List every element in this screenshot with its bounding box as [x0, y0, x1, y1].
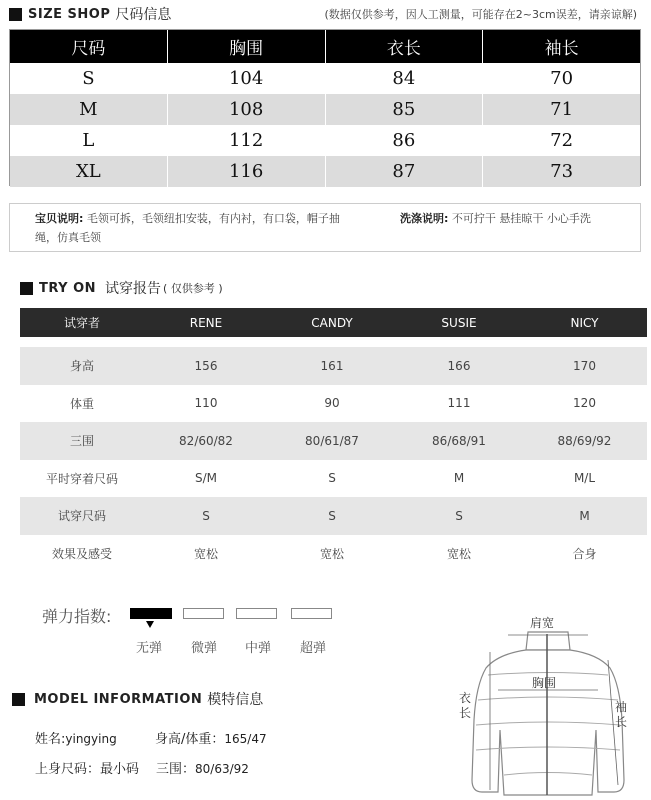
size-cell: 116: [167, 156, 325, 187]
model-measure-label: 三围：: [156, 762, 196, 777]
wash-label: 洗涤说明:: [400, 212, 449, 225]
heading-square-icon: [9, 8, 22, 21]
tryon-cell: 身高: [69, 359, 94, 374]
tryon-table-header: [20, 308, 647, 337]
tryon-cell: 三围: [69, 434, 94, 449]
tryon-header-cell: 试穿者: [63, 316, 100, 330]
tryon-cell: M/L: [573, 471, 596, 486]
tryon-cell: S: [328, 508, 336, 523]
size-cell: S: [82, 68, 95, 89]
size-note: (数据仅供参考，因人工测量，可能存在2~3cm误差，请亲谅解): [324, 8, 637, 21]
product-text-1: 毛领可拆，毛领纽扣安装，有内衬，有口袋，帽子抽: [86, 212, 340, 225]
size-title-en: SIZE SHOP: [28, 6, 111, 22]
tryon-cell: 试穿尺码: [57, 509, 106, 524]
model-size-value: 最小码: [100, 762, 140, 777]
tryon-cell: M: [453, 471, 465, 486]
tryon-cell: S: [202, 508, 210, 523]
model-section-heading: [12, 689, 263, 709]
model-title-cn: 模特信息: [207, 692, 264, 708]
tryon-section-heading: [20, 278, 223, 298]
tryon-cell: 宽松: [193, 546, 218, 561]
product-text-2: 绳，仿真毛领: [35, 231, 101, 244]
model-name-line: [35, 728, 117, 747]
size-cell: 70: [482, 63, 640, 94]
tryon-cell: 156: [194, 358, 218, 373]
tryon-cell: 88/69/92: [557, 433, 612, 448]
diagram-shoulder-label: 肩宽: [530, 616, 555, 630]
table-row: [10, 156, 640, 187]
tryon-cell: 111: [447, 396, 471, 411]
model-size-line: [35, 758, 139, 777]
tryon-cell: S: [328, 471, 336, 486]
heading-square-icon: [20, 282, 33, 295]
size-section-heading: [9, 4, 171, 24]
table-row: [20, 385, 647, 423]
tryon-spacer: [20, 337, 647, 347]
size-header-cell: 胸围: [167, 30, 325, 63]
size-cell: 86: [325, 125, 483, 156]
tryon-cell: 110: [194, 396, 218, 411]
model-height-weight-value: 165/47: [224, 732, 267, 746]
diagram-length-label: 衣长: [459, 691, 472, 720]
size-cell: 108: [167, 94, 325, 125]
tryon-cell: 86/68/91: [432, 433, 486, 448]
size-header-cell: 袖长: [482, 30, 640, 63]
model-height-weight-label: 身高/体重：: [155, 732, 225, 747]
size-table: [9, 29, 641, 186]
elasticity-level: 无弹: [136, 641, 163, 656]
tryon-cell: 170: [573, 358, 596, 373]
tryon-cell: 平时穿着尺码: [45, 471, 118, 486]
tryon-cell: 体重: [69, 396, 94, 411]
elasticity-level: 中弹: [245, 641, 272, 656]
model-height-weight-line: [155, 728, 267, 747]
tryon-header-cell: NICY: [570, 315, 599, 330]
tryon-title-en: TRY ON: [39, 280, 97, 296]
elasticity-level: 超弹: [300, 641, 327, 656]
diagram-chest-label: 胸围: [532, 676, 557, 690]
tryon-cell: 宽松: [446, 546, 471, 561]
elasticity-bar: [236, 608, 277, 619]
heading-square-icon: [12, 693, 25, 706]
model-name-label: 姓名:: [35, 732, 66, 747]
description-box: [9, 203, 641, 252]
size-cell: 112: [167, 125, 325, 156]
table-row: [20, 535, 647, 573]
tryon-cell: 82/60/82: [179, 433, 233, 448]
model-name-value: yingying: [65, 732, 117, 746]
tryon-cell: M: [579, 508, 590, 523]
size-cell: 71: [482, 94, 640, 125]
tryon-header-cell: SUSIE: [441, 315, 477, 330]
elasticity-level: 微弹: [191, 641, 218, 656]
diagram-sleeve-label: 袖长: [615, 700, 628, 729]
tryon-cell: 120: [573, 396, 596, 411]
tryon-cell: 效果及感受: [51, 546, 112, 561]
size-cell: L: [82, 130, 95, 151]
size-header-cell: 衣长: [325, 30, 483, 63]
tryon-header-cell: CANDY: [311, 315, 353, 330]
model-measure-line: [156, 758, 249, 777]
tryon-cell: 合身: [572, 546, 597, 561]
table-row: [20, 347, 647, 385]
elasticity-bar-selected: [130, 608, 172, 619]
table-row: [20, 460, 647, 498]
product-description: [35, 209, 375, 247]
tryon-cell: 80/61/87: [305, 433, 359, 448]
size-cell: 87: [325, 156, 483, 187]
tryon-cell: 166: [447, 358, 471, 373]
elasticity-label: 弹力指数:: [42, 607, 112, 626]
table-row: [20, 422, 647, 460]
selected-arrow-icon: [146, 621, 154, 628]
tryon-cell: 宽松: [319, 546, 344, 561]
tryon-table: [20, 308, 647, 572]
jacket-diagram: [468, 630, 628, 800]
table-row: [10, 94, 640, 125]
tryon-note: ( 仅供参考 ): [163, 282, 223, 295]
size-cell: 72: [482, 125, 640, 156]
model-title-en: MODEL INFORMATION: [34, 691, 203, 707]
wash-description: [400, 209, 620, 228]
size-table-header: [10, 30, 640, 63]
wash-text: 不可拧干 悬挂晾干 小心手洗: [451, 212, 591, 225]
tryon-title-cn: 试穿报告: [105, 281, 162, 297]
size-cell: XL: [75, 161, 101, 182]
tryon-cell: 90: [324, 396, 340, 411]
tryon-cell: S/M: [194, 471, 217, 486]
model-measure-value: 80/63/92: [195, 762, 249, 776]
tryon-header-cell: RENE: [189, 315, 223, 330]
tryon-cell: S: [455, 508, 463, 523]
size-cell: 104: [167, 63, 325, 94]
size-cell: M: [79, 99, 98, 120]
elasticity-bar: [183, 608, 224, 619]
size-cell: 85: [325, 94, 483, 125]
model-size-label: 上身尺码：: [35, 762, 101, 777]
size-header-cell: 尺码: [71, 39, 106, 59]
size-cell: 73: [482, 156, 640, 187]
table-row: [10, 63, 640, 94]
tryon-cell: 161: [320, 358, 344, 373]
table-row: [20, 497, 647, 535]
product-label: 宝贝说明:: [35, 212, 84, 225]
size-title-cn: 尺码信息: [115, 7, 172, 23]
elasticity-bar: [291, 608, 332, 619]
table-row: [10, 125, 640, 156]
size-cell: 84: [325, 63, 483, 94]
